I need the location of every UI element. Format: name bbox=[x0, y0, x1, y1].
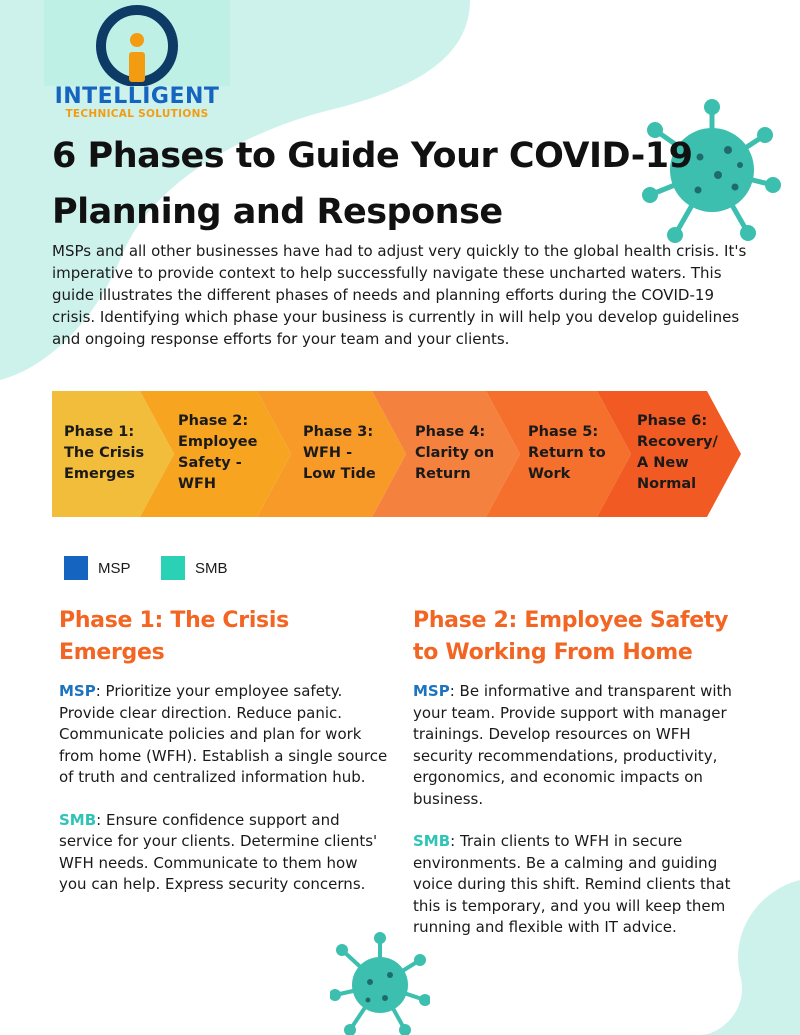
legend-msp-label: MSP bbox=[98, 559, 131, 577]
msp-text: : Be informative and transparent with your team. Provide support with manager trainings. Develop resources on WFH security recommendations, productivity, ergonomics, and economic impacts on business. bbox=[413, 682, 732, 808]
smb-text: : Train clients to WFH in secure environments. Be a calming and guiding voice during this shift. Remind clients that this is temporary, and you will keep them running and flexible with IT advice. bbox=[413, 832, 731, 936]
company-logo bbox=[44, 0, 230, 130]
virus-icon-bottom bbox=[330, 930, 430, 1035]
logo-mark bbox=[44, 0, 230, 86]
section-phase-1-smb bbox=[59, 810, 389, 896]
phase-2-label: Phase 2: Employee Safety - WFH bbox=[178, 413, 258, 492]
legend-smb-label: SMB bbox=[195, 559, 228, 577]
section-phase-2 bbox=[413, 605, 753, 939]
title-line-2: Planning and Response bbox=[52, 192, 503, 232]
legend-smb bbox=[161, 556, 228, 580]
section-phase-2-heading: Phase 2: Employee Safety to Working From Home bbox=[413, 608, 729, 665]
intro-paragraph: MSPs and all other businesses have had to adjust very quickly to the global health crisis. It's imperative to provide context to help successfully navigate these uncharted waters. This guide illustrates the different phases of needs and planning efforts during the COVID-19 crisis. Identifying which phase your business is currently in will help you develop guidelines and ongoing response efforts for your team and your clients. bbox=[52, 242, 747, 348]
section-phase-2-smb bbox=[413, 831, 753, 939]
smb-text: : Ensure confidence support and service for your clients. Determine clients' WFH needs. Communicate to them how you can help. Express security concerns. bbox=[59, 810, 378, 893]
phase-1-label: Phase 1: The Crisis Emerges bbox=[64, 424, 145, 482]
section-phase-1-heading: Phase 1: The Crisis Emerges bbox=[59, 608, 289, 665]
msp-text: : Prioritize your employee safety. Provide clear direction. Reduce panic. Communicate policies and plan for work from home (WFH). Establish a single source of truth and centralized information hub. bbox=[59, 682, 388, 786]
legend-smb-swatch bbox=[161, 556, 185, 580]
section-phase-2-msp bbox=[413, 681, 753, 810]
phase-4-label: Phase 4: Clarity on Return bbox=[415, 424, 495, 482]
title-line-1: 6 Phases to Guide Your COVID-19 bbox=[52, 136, 693, 176]
msp-tag: MSP bbox=[413, 682, 450, 700]
logo-text-intelligent: INTELLIGENT bbox=[54, 84, 220, 109]
phase-5-label: Phase 5: Return to Work bbox=[528, 424, 606, 482]
legend-msp-swatch bbox=[64, 556, 88, 580]
smb-tag: SMB bbox=[413, 832, 451, 850]
legend-msp bbox=[64, 556, 131, 580]
phases-chevron-bar bbox=[52, 391, 742, 517]
section-phase-1 bbox=[59, 605, 389, 896]
phase-3-label: Phase 3: WFH - Low Tide bbox=[303, 424, 376, 482]
smb-tag: SMB bbox=[59, 810, 97, 829]
msp-tag: MSP bbox=[59, 682, 96, 700]
phase-6-label: Phase 6: Recovery/ A New Normal bbox=[637, 413, 718, 492]
section-phase-1-msp bbox=[59, 681, 389, 789]
logo-text-technical-solutions: TECHNICAL SOLUTIONS bbox=[65, 108, 209, 120]
page-title bbox=[52, 128, 752, 240]
